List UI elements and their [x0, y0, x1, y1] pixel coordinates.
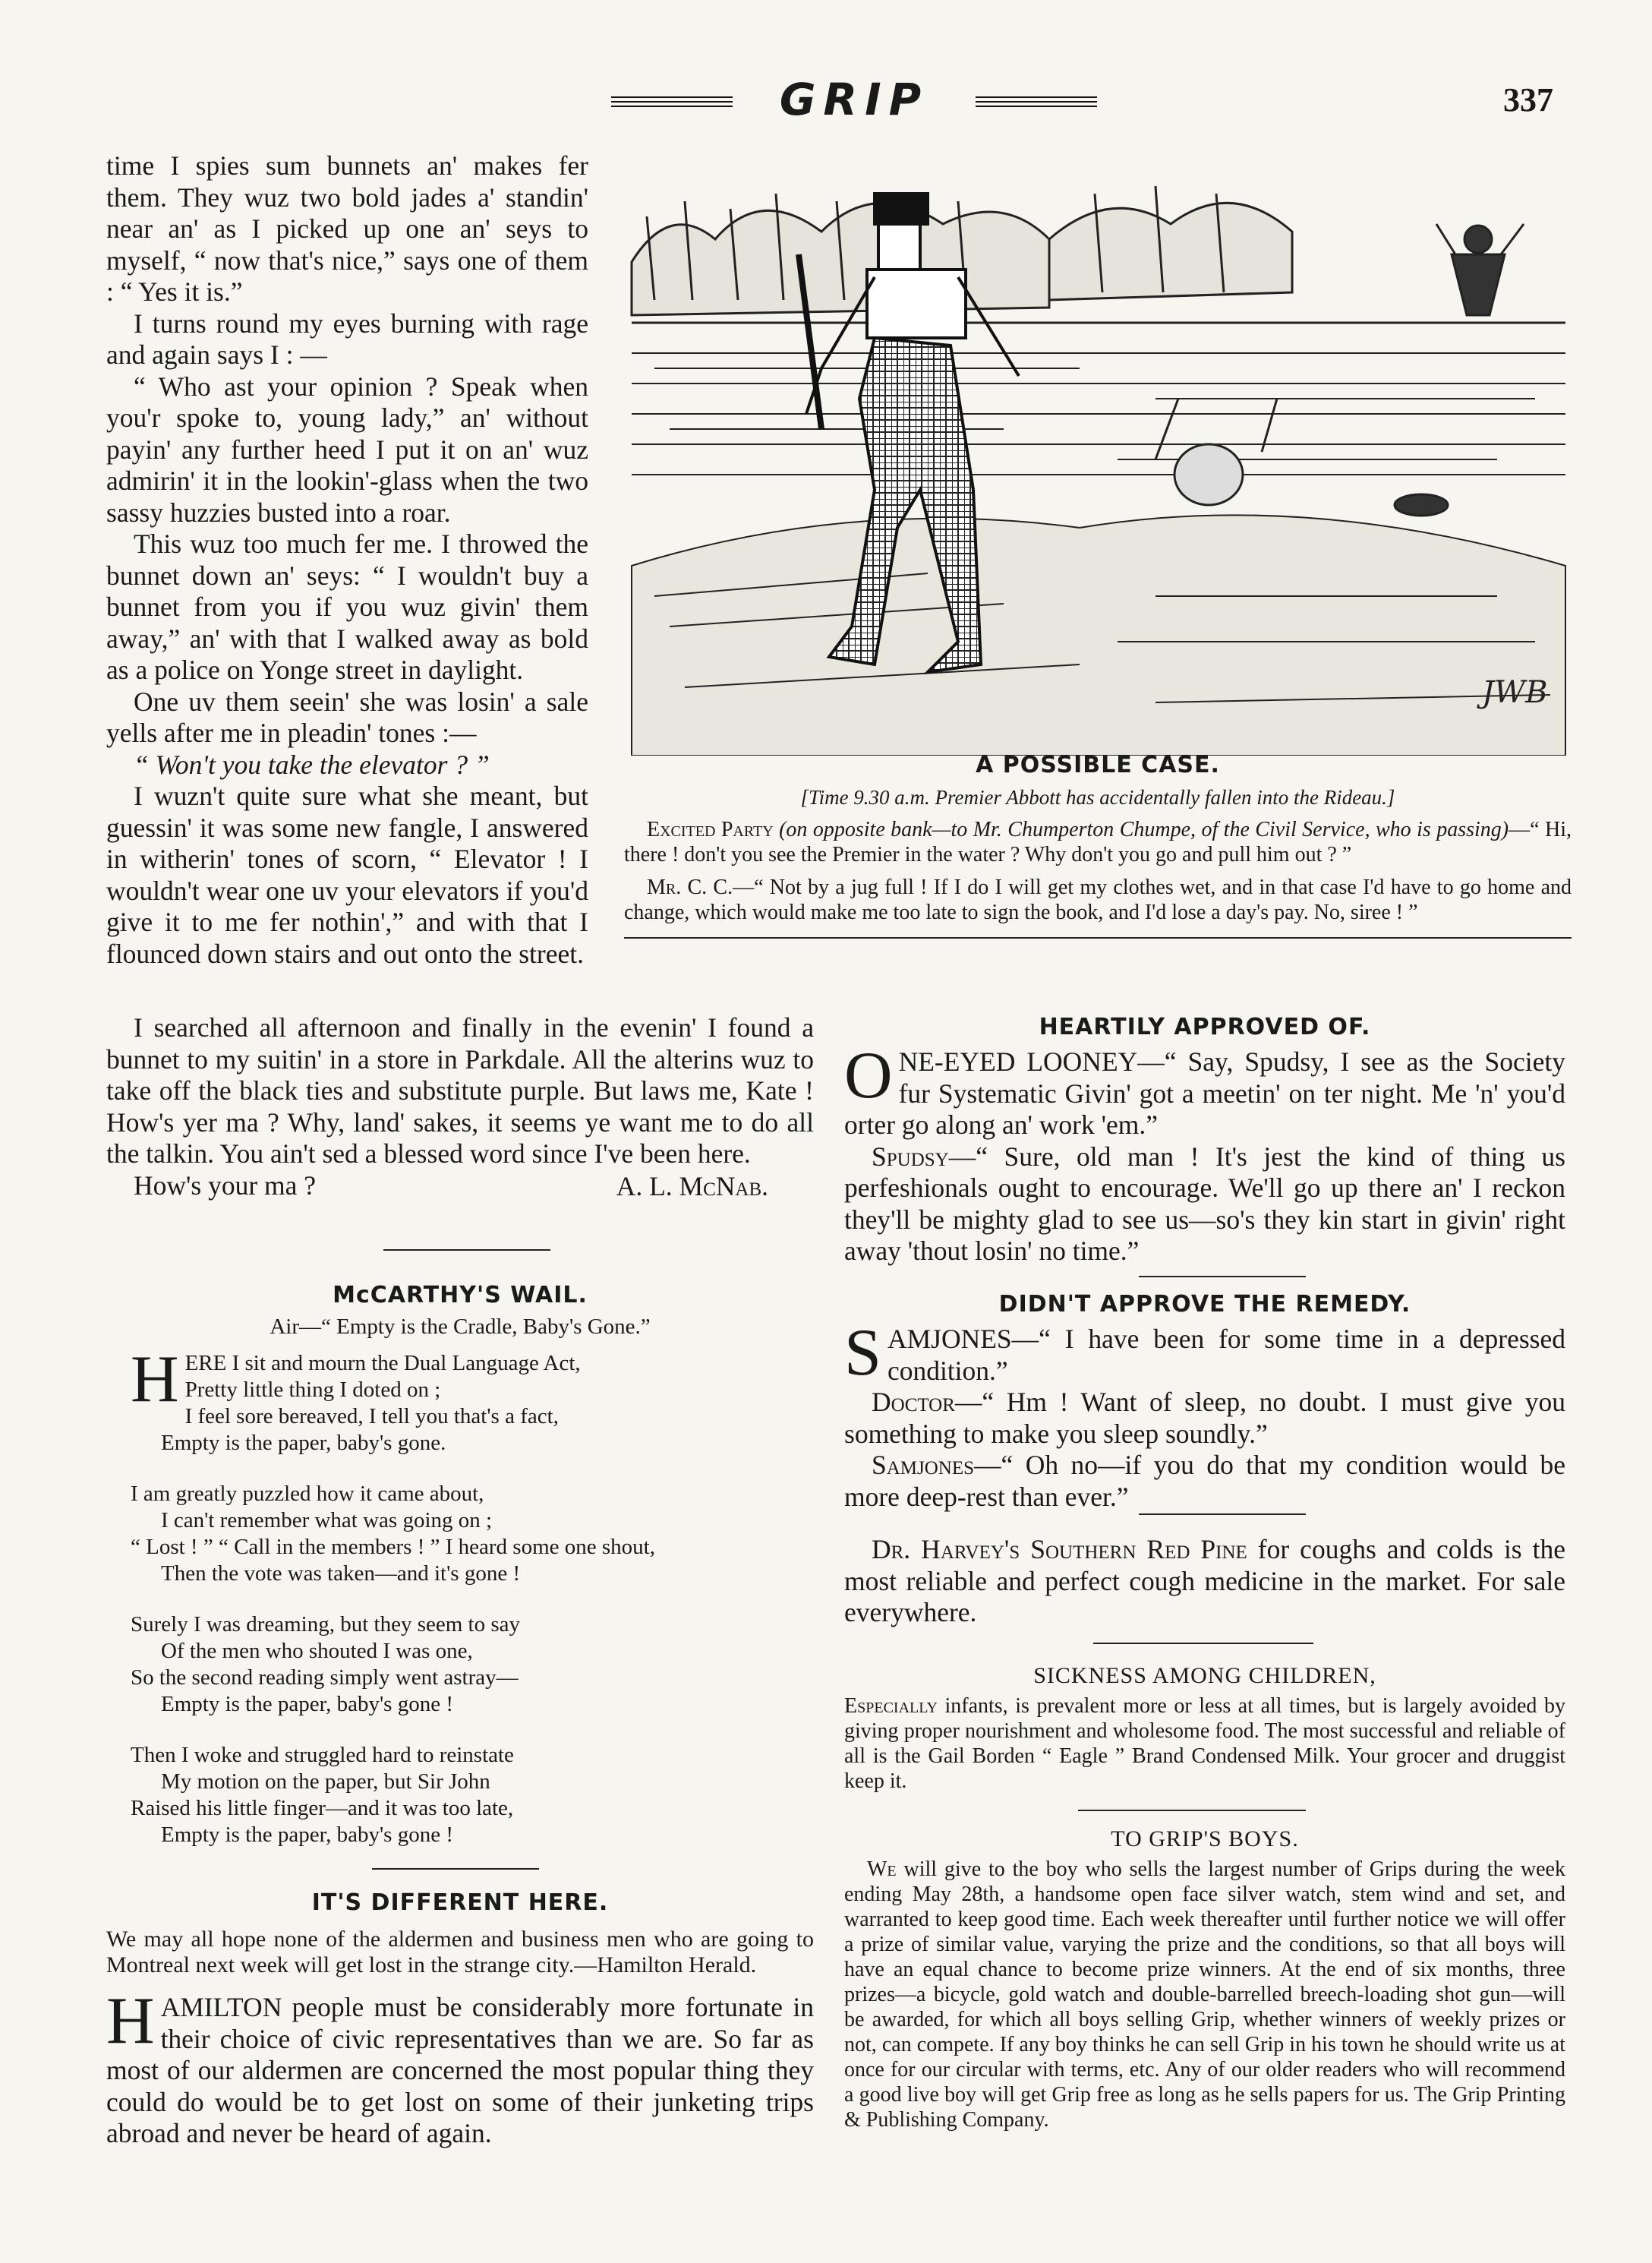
- poem-stanza: [131, 1481, 814, 1587]
- section-title: TO GRIP'S BOYS.: [1111, 1826, 1299, 1851]
- section-title: SICKNESS AMONG CHILDREN,: [1033, 1663, 1376, 1688]
- notice-lead: Especially: [844, 1694, 938, 1718]
- poem-line: Empty is the paper, baby's gone.: [161, 1431, 446, 1455]
- body-text: AMILTON people must be considerably more fortunate in their choice of civic representatives than we are. So far as most of our aldermen are concerned the most popular thing they could do would be to get lost on some of their junketing trips abroad and never be heard of again.: [106, 1992, 814, 2148]
- poem-line: Of the men who shouted I was one,: [161, 1639, 473, 1663]
- divider: [1093, 1643, 1313, 1644]
- dropcap: S: [844, 1316, 881, 1390]
- poem-line: Pretty little thing I doted on ;: [184, 1378, 441, 1402]
- divider: [1139, 1513, 1306, 1515]
- speaker-label: Mr. C. C.: [647, 876, 733, 899]
- stage-direction: (on opposite bank—to Mr. Chumperton Chumpe, of the Civil Service, who is passing): [779, 818, 1509, 841]
- section-body: [844, 1039, 1565, 1267]
- quoted-item: We may all hope none of the aldermen and business men who are going to Montreal next week will get lost in the strange city.—Hamilton Herald.: [106, 1927, 814, 1977]
- article-signature: A. L. McNab.: [616, 1171, 768, 1201]
- article-paragraph: I searched all afternoon and finally in the evenin' I found a bunnet to my suitin' in a store in Parkdale. All the alterins wuz to take off the black ties and substitute purple. But laws me, Kate ! How's yer ma ? Why, land' sakes, it seems ye want me to do all the talkin. You ain't sed a blessed word since I've been here.: [106, 1012, 814, 1169]
- article-paragraph: “ Who ast your opinion ? Speak when you'r spoke to, young lady,” an' without payin' any further heed I put it on an' wuz admirin' it in the lookin'-glass when the two sassy huzzies busted into a roar.: [106, 371, 588, 528]
- section-body: [844, 1857, 1565, 2132]
- poem-line: Empty is the paper, baby's gone !: [161, 1823, 454, 1847]
- cartoon-subtitle: [Time 9.30 a.m. Premier Abbott has accidentally fallen into the Rideau.]: [800, 786, 1395, 809]
- left-article: [106, 150, 588, 970]
- article-paragraph: How's your ma ?: [134, 1169, 317, 1201]
- its-different-here: [106, 1889, 814, 2150]
- cartoon-illustration: [624, 171, 1572, 756]
- dialogue-text: —“ Hi, there ! don't you see the Premier in the water ? Why don't you go and pull him out ? ”: [624, 818, 1572, 866]
- poem-line: So the second reading simply went astray—: [131, 1665, 519, 1690]
- cartoon-signature: JWB: [1482, 675, 1548, 710]
- harvey-ad: [844, 1534, 1565, 1629]
- poem-line: Empty is the paper, baby's gone !: [161, 1692, 454, 1716]
- heartily-approved: [844, 1014, 1565, 1267]
- cartoon-caption: [624, 752, 1572, 939]
- section-body: [844, 1693, 1565, 1794]
- dropcap: H: [131, 1343, 179, 1416]
- article-paragraph: One uv them seein' she was losin' a sale yells after me in pleadin' tones :—: [106, 686, 588, 748]
- masthead-rule-right: [976, 96, 1097, 110]
- grip-boys-notice: [844, 1826, 1565, 2132]
- notice-lead: We: [867, 1857, 897, 1881]
- divider: [624, 937, 1572, 939]
- article-paragraph: I wuzn't quite sure what she meant, but guessin' it was some new fangle, I answered in witherin' tones of scorn, “ Elevator ! I wouldn't wear one uv your elevators if you'd give it to me fer nothin',” and with that I flounced down stairs and out onto the street.: [106, 781, 588, 969]
- body-text: will give to the boy who sells the largest number of Grips during the week ending May 28th, a handsome open face silver watch, stem wind and set, and warranted to keep good time. Each week thereafter until further notice we will offer a prize of similar value, varying the prize and the conditions, so that all boys will have an equal chance to become prize winners. At the end of six months, three prizes—a bicycle, gold watch and double-barrelled breech-loading shot gun—will be awarded, for which all boys selling Grip, whether winners of weekly prizes or not, can compete. If any boy thinks he can sell Grip in his town he should write us at once for our circular with terms, etc. Any of our older readers who will recommend a good live boy will get Grip free as long as he sells papers for us. The Grip Printing & Publishing Company.: [844, 1857, 1565, 2132]
- dialogue-text: —“ Not by a jug full ! If I do I will get my clothes wet, and in that case I'd have to go home and change, which would make me too late to sign the book, and I'd lose a day's pay. No, siree ! ”: [624, 876, 1572, 924]
- masthead-title: GRIP: [779, 74, 929, 125]
- section-body: [106, 1984, 814, 2150]
- divider: [383, 1249, 550, 1251]
- speaker-label: Excited Party: [647, 818, 774, 841]
- speaker-label: Doctor: [872, 1387, 955, 1417]
- mccarthy-poem: [106, 1282, 814, 1873]
- poem-line: Then the vote was taken—and it's gone !: [161, 1561, 521, 1586]
- poem-line: Then I woke and struggled hard to reinstate: [131, 1743, 514, 1767]
- dropcap: O: [844, 1039, 893, 1113]
- near-bank: [632, 515, 1565, 756]
- poem-line: I feel sore bereaved, I tell you that's a fact,: [184, 1404, 559, 1428]
- poem-line: ERE I sit and mourn the Dual Language Act,: [184, 1351, 581, 1375]
- speaker-label: Spudsy: [872, 1141, 949, 1172]
- poem-line: My motion on the paper, but Sir John: [161, 1769, 490, 1794]
- cartoon-dialogue: [624, 817, 1572, 925]
- section-title: DIDN'T APPROVE THE REMEDY.: [998, 1291, 1411, 1318]
- speaker-label: Samjones: [872, 1450, 975, 1480]
- poem-air: Air—“ Empty is the Cradle, Baby's Gone.”: [270, 1315, 651, 1339]
- poem-stanza: [131, 1742, 814, 1848]
- masthead: [611, 74, 1097, 125]
- divider: [1078, 1810, 1306, 1811]
- poem-body: [106, 1343, 814, 1848]
- page-number: 337: [1503, 81, 1553, 118]
- body-text: AMJONES—“ I have been for some time in a depressed condition.”: [887, 1324, 1565, 1386]
- body-text: —“ Hm ! Want of sleep, no doubt. I must give you something to make you sleep soundly.”: [844, 1387, 1565, 1449]
- poem-stanza: [131, 1343, 814, 1457]
- ad-text: for coughs and colds is the most reliable and perfect cough medicine in the market. For sale everywhere.: [844, 1534, 1565, 1627]
- section-body: [844, 1316, 1565, 1513]
- didnt-approve-remedy: [844, 1291, 1565, 1513]
- dropcap: H: [106, 1984, 155, 2058]
- poem-stanza: [131, 1611, 814, 1718]
- ad-lead: Dr. Harvey's Southern Red Pine: [872, 1534, 1247, 1564]
- left-article-continued: [106, 1012, 814, 1203]
- section-title: HEARTILY APPROVED OF.: [1039, 1014, 1371, 1040]
- body-text: NE-EYED LOONEY—“ Say, Spudsy, I see as the Society fur Systematic Givin' got a meetin' on ter night. Me 'n' you'd orter go along an' work 'em.”: [844, 1046, 1565, 1140]
- poem-line: I am greatly puzzled how it came about,: [131, 1482, 484, 1506]
- poem-line: I can't remember what was going on ;: [161, 1508, 493, 1532]
- body-text: —“ Sure, old man ! It's jest the kind of thing us perfeshionals ought to encourage. We'll go up there an' I reckon they'll be mighty glad to see us—so's they kin start in givin' right away 'thout losin' no time.”: [844, 1141, 1565, 1266]
- poem-line: “ Lost ! ” “ Call in the members ! ” I heard some one shout,: [131, 1535, 655, 1559]
- section-title: IT'S DIFFERENT HERE.: [311, 1889, 609, 1916]
- cartoon-title: A POSSIBLE CASE.: [976, 752, 1220, 778]
- body-text: infants, is prevalent more or less at all times, but is largely avoided by giving proper nourishment and wholesome food. The most successful and reliable of all is the Gail Borden “ Eagle ” Brand Condensed Milk. Your grocer and druggist keep it.: [844, 1694, 1565, 1793]
- section-title: McCARTHY'S WAIL.: [333, 1282, 588, 1308]
- divider: [1139, 1276, 1306, 1277]
- article-paragraph: “ Won't you take the elevator ? ”: [134, 749, 490, 780]
- article-paragraph: time I spies sum bunnets an' makes fer them. They wuz two bold jades a' standin' near an' as I picked up one an' seys to myself, “ now that's nice,” says one of them : “ Yes it is.”: [106, 150, 588, 307]
- article-paragraph: This wuz too much fer me. I throwed the bunnet down an' seys: “ I wouldn't buy a bunnet from you if you wuz givin' them away,” an' with that I walked away as bold as a police on Yonge street in daylight.: [106, 529, 588, 685]
- poem-line: Surely I was dreaming, but they seem to say: [131, 1612, 521, 1636]
- divider: [372, 1868, 539, 1870]
- poem-line: Raised his little finger—and it was too late,: [131, 1796, 514, 1820]
- sickness-notice: [844, 1663, 1565, 1794]
- article-paragraph: I turns round my eyes burning with rage and again says I : —: [106, 308, 588, 370]
- body-text: —“ Oh no—if you do that my condition would be more deep-rest than ever.”: [844, 1450, 1565, 1512]
